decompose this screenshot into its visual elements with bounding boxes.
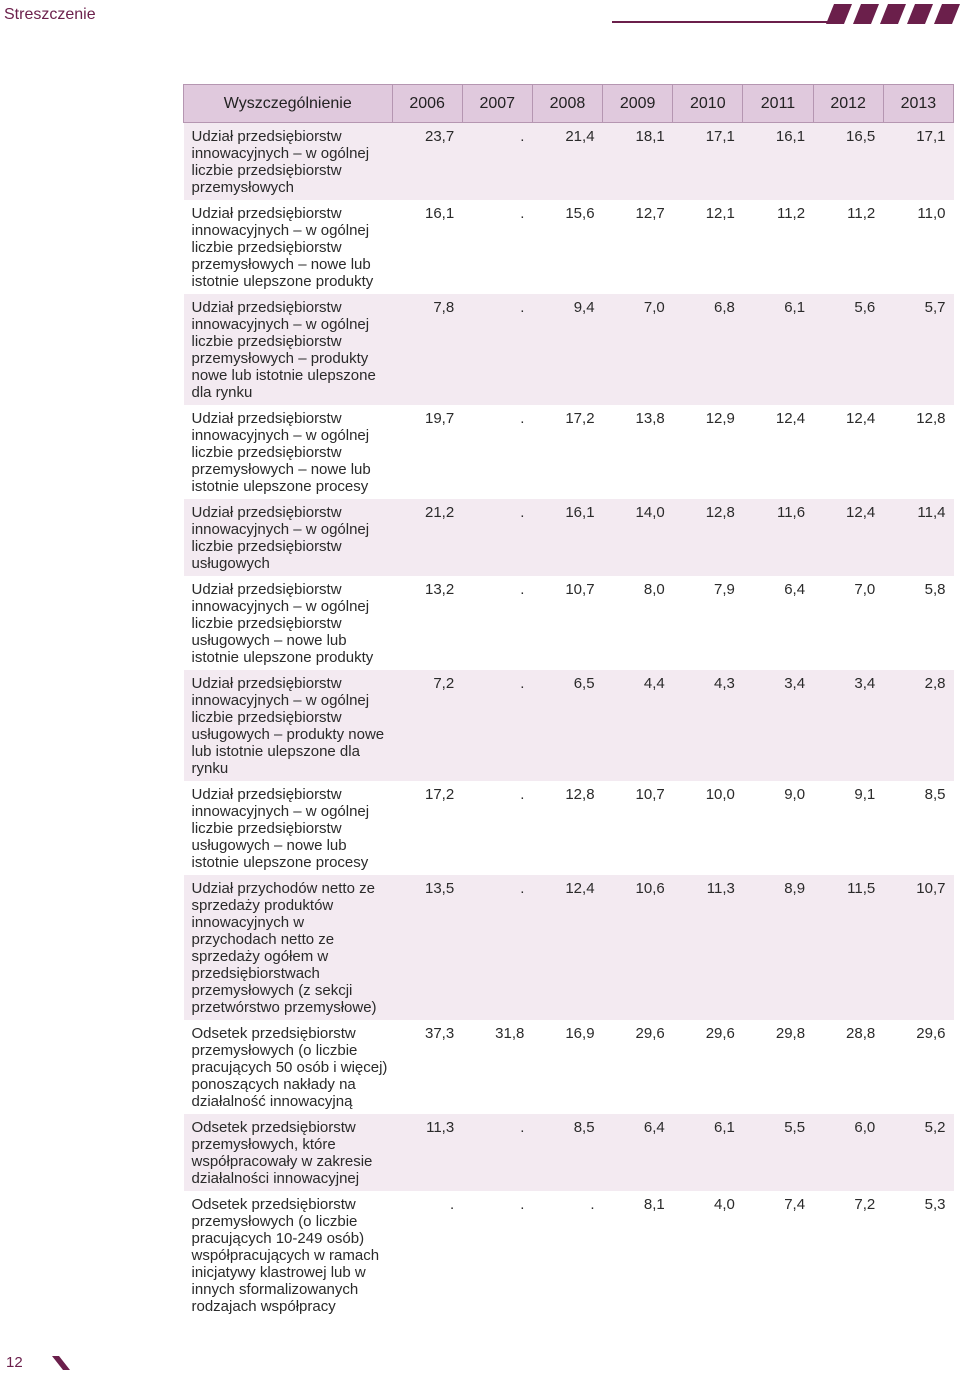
table-cell-value: 7,0: [643, 299, 665, 316]
table-cell-value: 13,5: [425, 880, 455, 897]
table-cell-value: 17,1: [916, 128, 946, 145]
table-cell-value: .: [520, 675, 525, 692]
table-cell-value: .: [590, 1196, 595, 1213]
table-cell-value: .: [450, 1196, 455, 1213]
table-cell-value: 12,4: [846, 410, 876, 427]
table-cell-value: 12,8: [916, 410, 946, 427]
table-cell-value: 5,8: [924, 581, 946, 598]
table-cell-value: 17,2: [425, 786, 455, 803]
table-cell-value: 21,2: [425, 504, 455, 521]
table-cell-value: .: [520, 880, 525, 897]
table-cell-value: 7,9: [714, 581, 735, 598]
table-cell-value: .: [520, 410, 525, 427]
table-row: [184, 781, 954, 875]
table-cell-value: 10,6: [635, 880, 665, 897]
table-cell-value: 11,3: [426, 1119, 455, 1136]
table-cell-value: 5,5: [784, 1119, 806, 1136]
table-cell-value: 12,4: [565, 880, 595, 897]
table-body: [184, 123, 954, 1320]
table-cell-value: 7,0: [854, 581, 876, 598]
row-label: Odsetek przedsiębiorstw przemysłowych (o liczbie pracujących 50 osób i więcej) ponoszących nakłady na działalność innowacyjną: [191, 1025, 388, 1110]
table-row: [184, 405, 954, 499]
table-header-row: [184, 85, 954, 123]
decorative-stripes-icon: [826, 4, 960, 24]
row-label: Odsetek przedsiębiorstw przemysłowych, które współpracowały w zakresie działalności innowacyjnej: [191, 1119, 373, 1187]
table-cell-value: 16,1: [425, 205, 455, 222]
row-label: Udział przedsiębiorstw innowacyjnych – w ogólnej liczbie przedsiębiorstw usługowych – nowe lub istotnie ulepszone produkty: [191, 581, 374, 666]
table-row: [184, 1020, 954, 1114]
page-number: 12: [6, 1354, 23, 1371]
table-cell-value: 5,6: [854, 299, 876, 316]
table-cell-value: 23,7: [425, 128, 455, 145]
column-header-year: 2008: [532, 85, 602, 123]
table-cell-value: 17,1: [705, 128, 735, 145]
table-cell-value: 29,6: [705, 1025, 735, 1042]
indicators-table: [183, 84, 954, 1319]
table-cell-value: 3,4: [854, 675, 876, 692]
table-cell-value: .: [520, 581, 525, 598]
table-cell-value: 12,9: [705, 410, 735, 427]
table-cell-value: 9,4: [573, 299, 595, 316]
table-cell-value: 7,2: [854, 1196, 876, 1213]
table-cell-value: 10,7: [916, 880, 946, 897]
table-cell-value: 6,1: [784, 299, 806, 316]
table-cell-value: 11,6: [776, 504, 806, 521]
table-cell-value: 11,5: [847, 880, 876, 897]
table-cell-value: 6,0: [854, 1119, 876, 1136]
table-cell-value: 4,3: [714, 675, 735, 692]
row-label: Udział przedsiębiorstw innowacyjnych – w ogólnej liczbie przedsiębiorstw przemysłowych: [191, 128, 370, 196]
table-cell-value: 29,8: [775, 1025, 806, 1042]
table-cell-value: .: [520, 786, 525, 803]
table-cell-value: 8,0: [643, 581, 665, 598]
table-cell-value: 12,4: [775, 410, 806, 427]
table-cell-value: 13,8: [635, 410, 665, 427]
table-cell-value: 29,6: [916, 1025, 946, 1042]
table-cell-value: 12,7: [635, 205, 665, 222]
table-cell-value: 16,9: [565, 1025, 595, 1042]
table-cell-value: 5,2: [924, 1119, 946, 1136]
table-cell-value: 11,4: [917, 504, 946, 521]
table-cell-value: 8,9: [784, 880, 806, 897]
table-cell-value: 10,0: [705, 786, 735, 803]
table-row: [184, 1191, 954, 1319]
row-label: Udział przedsiębiorstw innowacyjnych – w ogólnej liczbie przedsiębiorstw usługowych – nowe lub istotnie ulepszone procesy: [191, 786, 370, 871]
table-cell-value: 5,3: [924, 1196, 946, 1213]
table-cell-value: 11,3: [706, 880, 735, 897]
column-header-year: 2011: [743, 85, 813, 123]
table-cell-value: 8,5: [924, 786, 946, 803]
table-row: [184, 576, 954, 670]
table-cell-value: 12,8: [565, 786, 595, 803]
column-header-year: 2013: [883, 85, 953, 123]
table-cell-value: 18,1: [635, 128, 665, 145]
section-title: Streszczenie: [4, 6, 96, 23]
table-cell-value: 8,1: [643, 1196, 665, 1213]
table-cell-value: 16,5: [846, 128, 876, 145]
table-cell-value: 17,2: [565, 410, 595, 427]
table-cell-value: 14,0: [635, 504, 665, 521]
column-header-year: 2010: [673, 85, 743, 123]
table-cell-value: 6,4: [784, 581, 806, 598]
table-cell-value: 19,7: [425, 410, 455, 427]
table-cell-value: 10,7: [565, 581, 595, 598]
table-cell-value: 8,5: [573, 1119, 595, 1136]
row-label: Udział przedsiębiorstw innowacyjnych – w ogólnej liczbie przedsiębiorstw przemysłowych – produkty nowe lub istotnie ulepszone dla rynku: [191, 299, 376, 401]
table-cell-value: .: [520, 504, 525, 521]
table-cell-value: 7,4: [784, 1196, 806, 1213]
table-cell-value: 7,8: [433, 299, 455, 316]
row-label: Udział przedsiębiorstw innowacyjnych – w ogólnej liczbie przedsiębiorstw usługowych – produkty nowe lub istotnie ulepszone dla rynku: [191, 675, 385, 777]
table-cell-value: 13,2: [425, 581, 455, 598]
column-header-year: 2012: [813, 85, 883, 123]
column-header-description: Wyszczególnienie: [184, 85, 393, 123]
table-row: [184, 1114, 954, 1191]
page-marker-icon: [52, 1356, 70, 1370]
table-cell-value: 4,4: [643, 675, 665, 692]
table-cell-value: .: [520, 1119, 525, 1136]
table-cell-value: 9,1: [854, 786, 876, 803]
column-header-year: 2007: [462, 85, 532, 123]
row-label: Odsetek przedsiębiorstw przemysłowych (o liczbie pracujących 10-249 osób) współpracujących w ramach inicjatywy klastrowej lub w innych sformalizowanych rodzajach współpracy: [191, 1196, 380, 1315]
row-label: Udział przedsiębiorstw innowacyjnych – w ogólnej liczbie przedsiębiorstw przemysłowych – nowe lub istotnie ulepszone produkty: [191, 205, 374, 290]
table-cell-value: 6,5: [573, 675, 595, 692]
column-header-year: 2009: [603, 85, 673, 123]
table-row: [184, 200, 954, 294]
table-cell-value: 9,0: [784, 786, 806, 803]
header-rule: [612, 21, 832, 23]
table-cell-value: 12,4: [846, 504, 876, 521]
row-label: Udział przedsiębiorstw innowacyjnych – w ogólnej liczbie przedsiębiorstw usługowych: [191, 504, 370, 572]
table-cell-value: 31,8: [495, 1025, 525, 1042]
table-cell-value: 2,8: [924, 675, 946, 692]
table-cell-value: 28,8: [846, 1025, 876, 1042]
table-cell-value: .: [520, 299, 525, 316]
table-cell-value: 3,4: [784, 675, 806, 692]
table-row: [184, 670, 954, 781]
table-cell-value: 6,1: [714, 1119, 735, 1136]
table-cell-value: 21,4: [565, 128, 595, 145]
table-cell-value: 11,2: [847, 205, 876, 222]
table-cell-value: 12,8: [705, 504, 735, 521]
row-label: Udział przychodów netto ze sprzedaży produktów innowacyjnych w przychodach netto ze sprzedaży ogółem w przedsiębiorstwach przemysłowych (z sekcji przetwórstwo przemysłowe): [191, 880, 377, 1016]
table-row: [184, 294, 954, 405]
table-cell-value: 12,1: [705, 205, 735, 222]
table-cell-value: 10,7: [635, 786, 665, 803]
row-label: Udział przedsiębiorstw innowacyjnych – w ogólnej liczbie przedsiębiorstw przemysłowych – nowe lub istotnie ulepszone procesy: [191, 410, 371, 495]
table-cell-value: 16,1: [565, 504, 595, 521]
table-cell-value: .: [520, 1196, 525, 1213]
table-cell-value: 6,4: [643, 1119, 665, 1136]
table-cell-value: 15,6: [565, 205, 595, 222]
column-header-year: 2006: [392, 85, 462, 123]
table-cell-value: 4,0: [714, 1196, 735, 1213]
table-cell-value: .: [520, 205, 525, 222]
table-row: [184, 499, 954, 576]
table-cell-value: 11,0: [917, 205, 946, 222]
table-cell-value: 37,3: [425, 1025, 455, 1042]
table-row: [184, 123, 954, 201]
table-cell-value: 29,6: [635, 1025, 665, 1042]
table-cell-value: 5,7: [924, 299, 946, 316]
table-cell-value: 7,2: [433, 675, 455, 692]
table-row: [184, 875, 954, 1020]
table-cell-value: 11,2: [776, 205, 806, 222]
table-cell-value: 16,1: [775, 128, 806, 145]
table-cell-value: .: [520, 128, 525, 145]
table-cell-value: 6,8: [714, 299, 735, 316]
